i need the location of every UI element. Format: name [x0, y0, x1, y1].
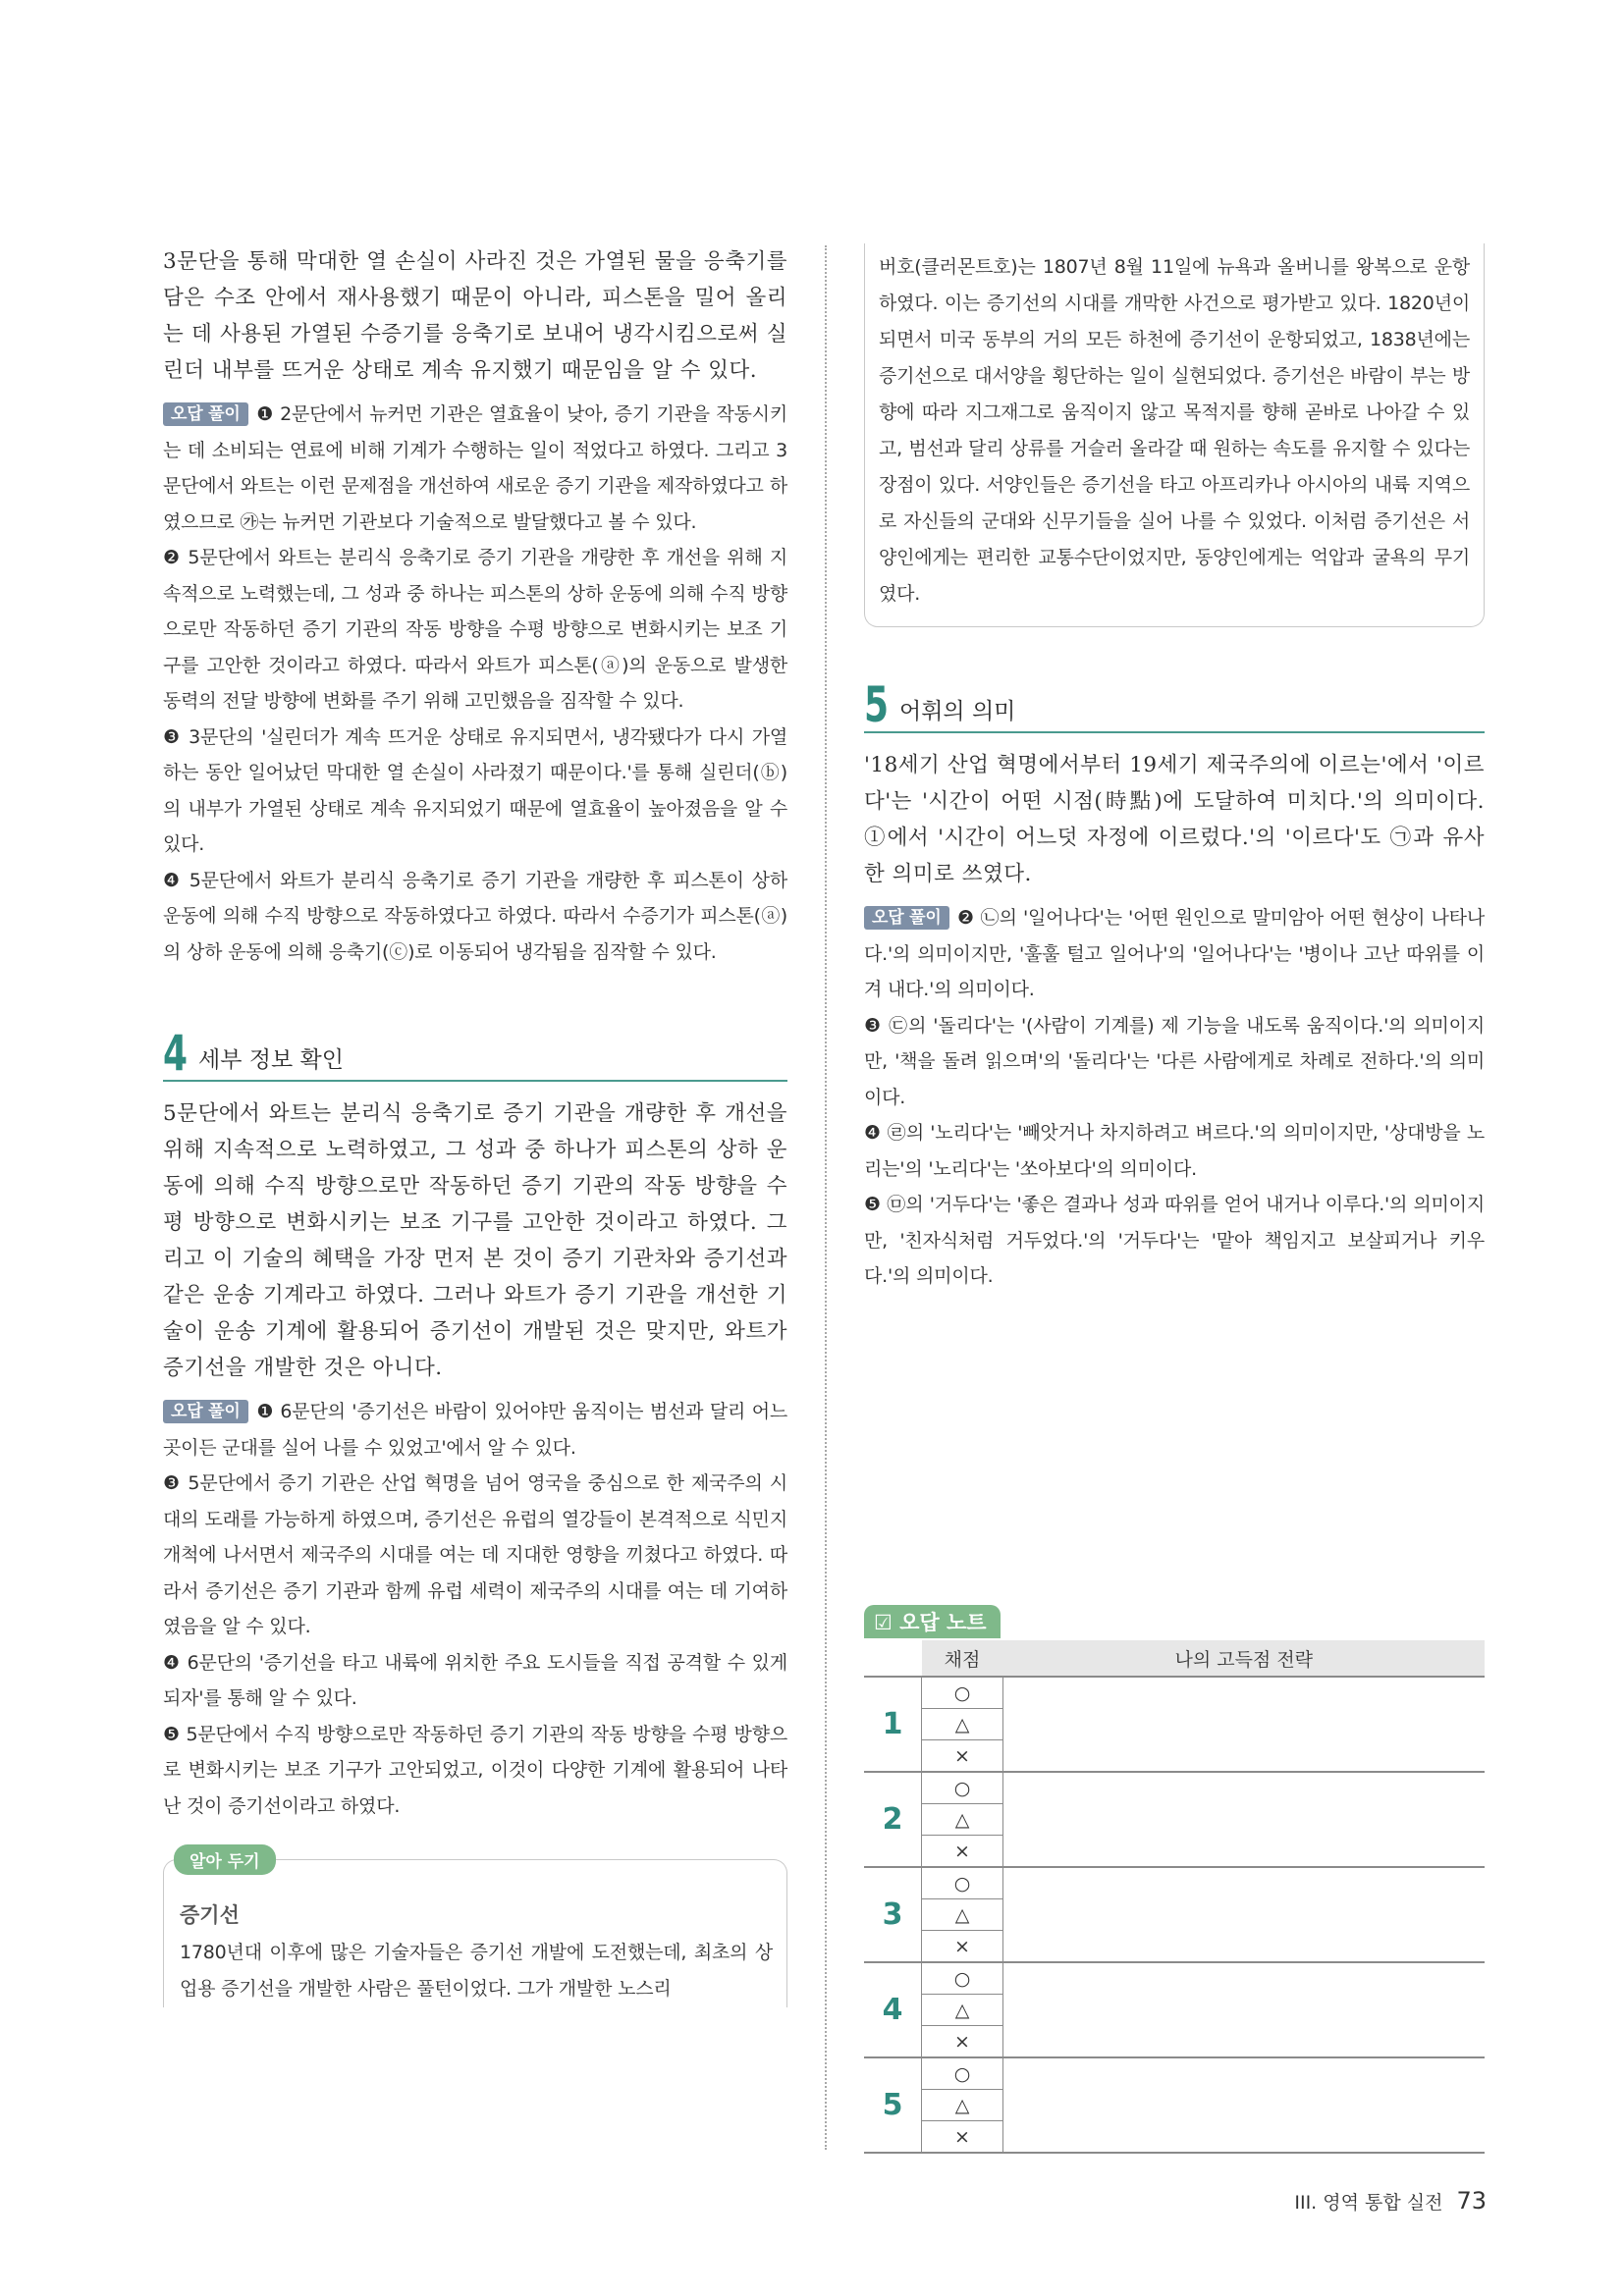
column-divider — [825, 245, 827, 2150]
tip-box-continued-body: 버호(클러몬트호)는 1807년 8월 11일에 뉴욕과 올버니를 왕복으로 운항하였다. 이는 증기선의 시대를 개막한 사건으로 평가받고 있다. 1820년이 되면서 미국 동부의 거의 모든 하천에 증기선이 운항되었고, 1838년에는 증기선으로 대서양을 횡단하는 일이 실현되었다. 증기선은 바람이 부는 방향에 따라 지그재그로 움직이지 않고 목적지를 향해 곧바로 나아갈 수 있고, 범선과 달리 상류를 거슬러 올라갈 때 원하는 속도를 유지할 수 있다는 장점이 있다. 서양인들은 증기선을 타고 아프리카나 아시아의 내륙 지역으로 자신들의 군대와 신무기들을 실어 나를 수 있었다. 이처럼 증기선은 서양인에게는 편리한 교통수단이었지만, 동양인에게는 억압과 굴욕의 무기였다. — [879, 256, 1470, 605]
mark-wrong[interactable]: × — [922, 2026, 1003, 2058]
tip-box-continued — [864, 243, 1485, 627]
strategy-cell[interactable] — [1003, 1962, 1486, 2057]
header-blank — [864, 1640, 922, 1677]
note-paragraph: ❺ ㉤의 '거두다'는 '좋은 결과나 성과 따위를 얻어 내거나 이루다.'의 의미이지만, '친자식처럼 거두었다.'의 '거두다'는 '맡아 책임지고 보살피거나 키우다.'의 의미이다. — [864, 1194, 1485, 1287]
mark-wrong[interactable]: × — [922, 2121, 1003, 2154]
tip-box-tab: 알아 두기 — [174, 1844, 276, 1875]
mark-partial[interactable]: △ — [922, 1899, 1003, 1931]
mark-wrong[interactable]: × — [922, 1740, 1003, 1773]
note-paragraph: ❷ 5문단에서 와트는 분리식 응축기로 증기 기관을 개량한 후 개선을 위해 지속적으로 노력했는데, 그 성과 중 하나는 피스톤의 상하 운동에 의해 수직 방향으로만 작동하던 증기 기관의 작동 방향을 수평 방향으로 변화시키는 보조 기구를 고안한 것이라고 하였다. 따라서 와트가 피스톤(ⓐ)의 운동으로 발생한 동력의 전달 방향에 변화를 주기 위해 고민했음을 짐작할 수 있다. — [163, 547, 787, 712]
mark-correct[interactable]: ○ — [922, 1867, 1003, 1899]
wrong-answer-badge: 오답 풀이 — [864, 906, 949, 930]
strategy-cell[interactable] — [1003, 2057, 1486, 2153]
note-paragraph: ❸ 3문단의 '실린더가 계속 뜨거운 상태로 유지되면서, 냉각됐다가 다시 가열하는 동안 일어났던 막대한 열 손실이 사라졌기 때문이다.'를 통해 실린더(ⓑ)의 내부가 가열된 상태로 계속 유지되었기 때문에 열효율이 높아졌음을 알 수 있다. — [163, 725, 787, 855]
note-text: ❷ ㉡의 '일어나다'는 '어떤 원인으로 말미암아 어떤 현상이 나타나다.'의 의미이지만, '훌훌 털고 일어나'의 '일어나다'는 '병이나 고난 따위를 이겨 내다.'의 의미이다. — [864, 907, 1485, 1000]
left-column — [163, 243, 787, 2007]
question-number: 4 — [864, 1962, 922, 2057]
section-title: 어휘의 의미 — [899, 699, 1016, 724]
section-5-header — [864, 678, 1485, 733]
note-paragraph: ❹ 6문단의 '증기선을 타고 내륙에 위치한 주요 도시들을 직접 공격할 수 있게 되자'를 통해 알 수 있다. — [163, 1651, 787, 1709]
table-row — [864, 1867, 1485, 1899]
section-4-header — [163, 1027, 787, 1082]
page-footer — [1294, 2187, 1487, 2215]
footer-label: III. 영역 통합 실전 — [1294, 2192, 1443, 2214]
intro-paragraph: 3문단을 통해 막대한 열 손실이 사라진 것은 가열된 물을 응축기를 담은 수조 안에서 재사용했기 때문이 아니라, 피스톤을 밀어 올리는 데 사용된 가열된 수증기를 응축기로 보내어 냉각시킴으로써 실린더 내부를 뜨거운 상태로 계속 유지했기 때문임을 알 수 있다. — [163, 249, 787, 383]
mark-partial[interactable]: △ — [922, 1804, 1003, 1836]
mark-correct[interactable]: ○ — [922, 1677, 1003, 1709]
strategy-cell[interactable] — [1003, 1867, 1486, 1962]
table-row — [864, 1962, 1485, 1995]
note-text: ❶ 2문단에서 뉴커먼 기관은 열효율이 낮아, 증기 기관을 작동시키는 데 소비되는 연료에 비해 기계가 수행하는 일이 적었다고 하였다. 그리고 3문단에서 와트는 이런 문제점을 개선하여 새로운 증기 기관을 제작하였다고 하였으므로 ㉮는 뉴커먼 기관보다 기술적으로 발달했다고 볼 수 있다. — [163, 403, 787, 533]
section-number: 4 — [163, 1025, 189, 1082]
strategy-column-header: 나의 고득점 전략 — [1003, 1640, 1486, 1677]
mark-partial[interactable]: △ — [922, 1995, 1003, 2026]
table-row — [864, 2057, 1485, 2090]
note-text: ❶ 6문단의 '증기선은 바람이 있어야만 움직이는 범선과 달리 어느 곳이든 군대를 실어 나를 수 있었고'에서 알 수 있다. — [163, 1401, 787, 1459]
note-paragraph: ❸ ㉢의 '돌리다'는 '(사람이 기계를) 제 기능을 내도록 움직이다.'의 의미이지만, '책을 돌려 읽으며'의 '돌리다'는 '다른 사람에게로 차례로 전하다.'의 의미이다. — [864, 1014, 1485, 1108]
strategy-cell[interactable] — [1003, 1677, 1486, 1772]
tip-box-body: 1780년대 이후에 많은 기술자들은 증기선 개발에 도전했는데, 최초의 상업용 증기선을 개발한 사람은 풀턴이었다. 그가 개발한 노스리 — [180, 1942, 773, 2000]
note-paragraph: ❹ ㉣의 '노리다'는 '빼앗거나 차지하려고 벼르다.'의 의미이지만, '상대방을 노리는'의 '노리다'는 '쏘아보다'의 의미이다. — [864, 1122, 1485, 1180]
mark-correct[interactable]: ○ — [922, 1962, 1003, 1995]
mark-partial[interactable]: △ — [922, 1709, 1003, 1740]
mark-wrong[interactable]: × — [922, 1931, 1003, 1963]
question-number: 1 — [864, 1677, 922, 1772]
right-column — [864, 243, 1485, 1295]
note-paragraph: ❺ 5문단에서 수직 방향으로만 작동하던 증기 기관의 작동 방향을 수평 방향으로 변화시키는 보조 기구가 고안되었고, 이것이 다양한 기계에 활용되어 나타난 것이 증기선이라고 하였다. — [163, 1723, 787, 1817]
note-paragraph: ❹ 5문단에서 와트가 분리식 응축기로 증기 기관을 개량한 후 피스톤이 상하 운동에 의해 수직 방향으로 작동하였다고 하였다. 따라서 수증기가 피스톤(ⓐ)의 상하 운동에 의해 응축기(ⓒ)로 이동되어 냉각됨을 짐작할 수 있다. — [163, 869, 787, 963]
table-row — [864, 1772, 1485, 1804]
table-row — [864, 1677, 1485, 1709]
wrong-answer-explanation-5 — [864, 900, 1485, 1295]
question-number: 2 — [864, 1772, 922, 1867]
page-number: 73 — [1456, 2187, 1487, 2215]
note-paragraph: ❸ 5문단에서 증기 기관은 산업 혁명을 넘어 영국을 중심으로 한 제국주의 시대의 도래를 가능하게 하였으며, 증기선은 유럽의 열강들이 본격적으로 식민지 개척에 나서면서 제국주의 시대를 여는 데 지대한 영향을 끼쳤다고 하였다. 따라서 증기선은 증기 기관과 함께 유럽 세력이 제국주의 시대를 여는 데 기여하였음을 알 수 있다. — [163, 1472, 787, 1637]
note-paragraph — [864, 900, 1485, 1008]
mark-partial[interactable]: △ — [922, 2090, 1003, 2121]
wrong-answer-note-table — [864, 1640, 1485, 2154]
mark-correct[interactable]: ○ — [922, 2057, 1003, 2090]
tip-box — [163, 1852, 787, 2007]
wrong-answer-explanation-3 — [163, 397, 787, 970]
wrong-answer-note-tab: ☑ 오답 노트 — [864, 1605, 1001, 1638]
strategy-cell[interactable] — [1003, 1772, 1486, 1867]
mark-wrong[interactable]: × — [922, 1836, 1003, 1868]
question-number: 3 — [864, 1867, 922, 1962]
section-title: 세부 정보 확인 — [198, 1047, 344, 1073]
score-column-header: 채점 — [922, 1640, 1003, 1677]
section-5-body: '18세기 산업 혁명에서부터 19세기 제국주의에 이르는'에서 '이르다'는 '시간이 어떤 시점(時點)에 도달하여 미치다.'의 의미이다. ①에서 '시간이 어느덧 자정에 이르렀다.'의 '이르다'도 ㉠과 유사한 의미로 쓰였다. — [864, 753, 1485, 886]
mark-correct[interactable]: ○ — [922, 1772, 1003, 1804]
section-number: 5 — [864, 676, 890, 733]
wrong-answer-explanation-4 — [163, 1394, 787, 1824]
section-4-body: 5문단에서 와트는 분리식 응축기로 증기 기관을 개량한 후 개선을 위해 지속적으로 노력하였고, 그 성과 중 하나가 피스톤의 상하 운동에 의해 수직 방향으로만 작동하던 증기 기관의 작동 방향을 수평 방향으로 변화시키는 보조 기구를 고안한 것이라고 하였다. 그리고 이 기술의 혜택을 가장 먼저 본 것이 증기 기관차와 증기선과 같은 운송 기계라고 하였다. 그러나 와트가 증기 기관을 개선한 기술이 운송 기계에 활용되어 증기선이 개발된 것은 맞지만, 와트가 증기선을 개발한 것은 아니다. — [163, 1101, 787, 1380]
question-number: 5 — [864, 2057, 922, 2153]
note-paragraph — [163, 397, 787, 540]
tip-box-title: 증기선 — [180, 1903, 240, 1927]
wrong-answer-badge: 오답 풀이 — [163, 402, 248, 426]
note-paragraph — [163, 1394, 787, 1466]
wrong-answer-badge: 오답 풀이 — [163, 1400, 248, 1423]
